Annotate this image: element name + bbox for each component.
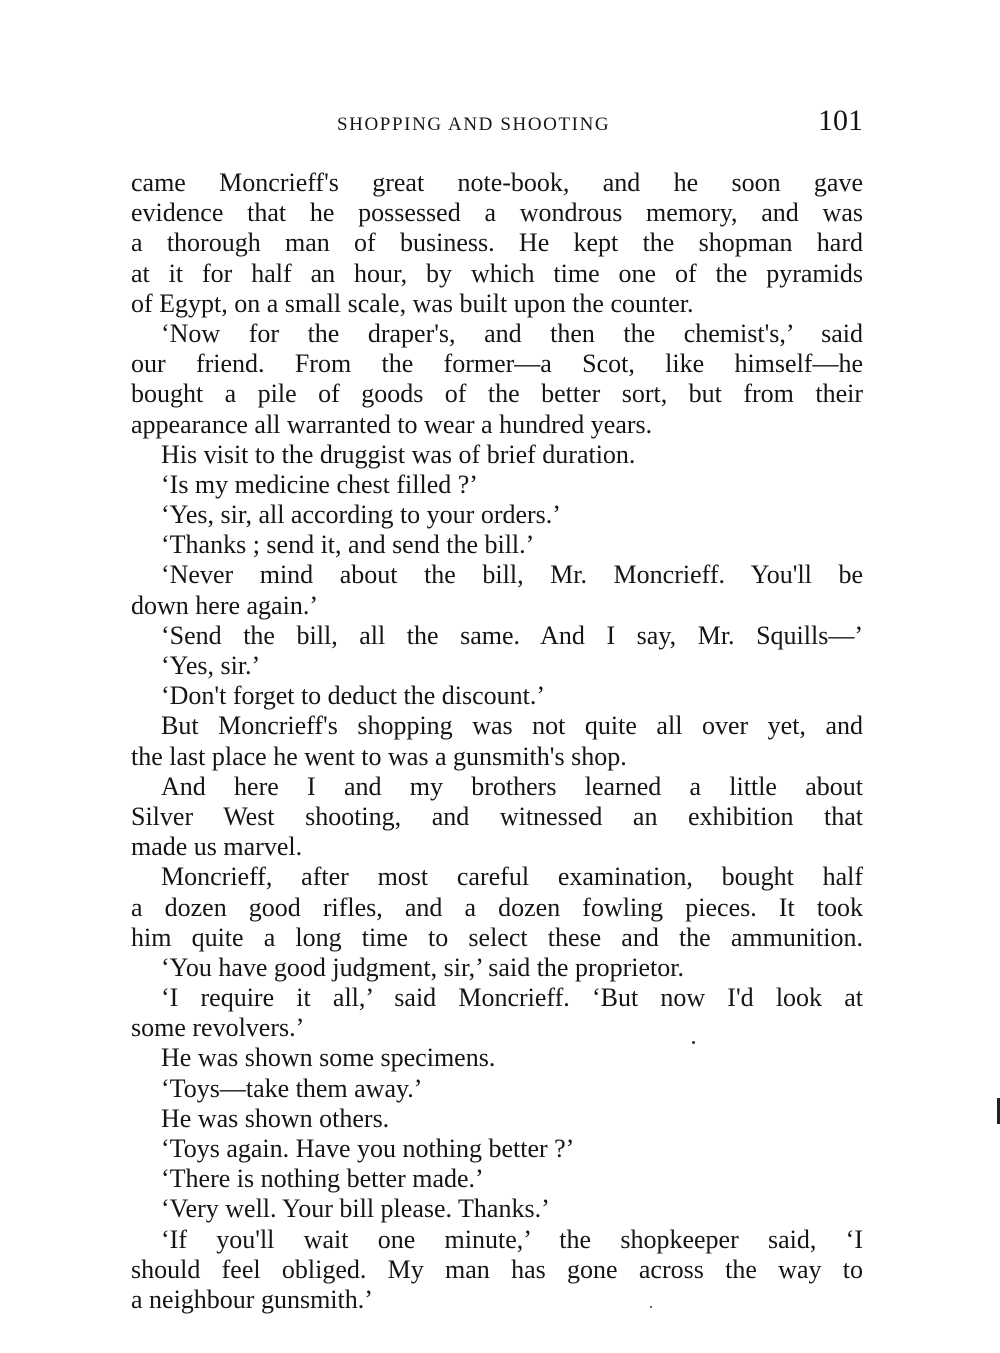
text-line: made us marvel. [131, 832, 303, 862]
text-line: But Moncrieff's shopping was not quite all over yet, and [161, 711, 863, 741]
running-title: SHOPPING AND SHOOTING [337, 114, 611, 135]
text-line: ‘Toys—take them away.’ [161, 1073, 423, 1103]
text-line: Silver West shooting, and witnessed an exhibition that [131, 801, 863, 831]
text-line: He was shown others. [161, 1103, 390, 1133]
page-number: 101 [818, 104, 863, 137]
text-line: ‘Is my medicine chest filled ?’ [161, 469, 478, 499]
text-line: ‘I require it all,’ said Moncrieff. ‘But now I'd look at [161, 983, 863, 1013]
text-line: And here I and my brothers learned a little about [161, 771, 863, 801]
text-line: ‘There is nothing better made.’ [161, 1164, 484, 1194]
text-line: ‘You have good judgment, sir,’ said the proprietor. [161, 952, 684, 982]
text-line: He was shown some specimens. [161, 1043, 496, 1073]
text-line: of Egypt, on a small scale, was built upon the counter. [131, 288, 694, 318]
text-line: him quite a long time to select these and the ammunition. [131, 922, 863, 952]
text-line: ‘Toys again. Have you nothing better ?’ [161, 1134, 575, 1163]
text-line: our friend. From the former—a Scot, like himself—he [131, 349, 863, 379]
text-line: His visit to the druggist was of brief duration. [161, 439, 636, 469]
text-line: at it for half an hour, by which time one of the pyramids [131, 258, 863, 288]
text-line: ‘Thanks ; send it, and send the bill.’ [161, 530, 535, 560]
text-line: should feel obliged. My man has gone across the way to [131, 1254, 863, 1284]
ink-speck [650, 1306, 652, 1308]
text-line: came Moncrieff's great note-book, and he soon gave [131, 168, 863, 197]
text-line: ‘Yes, sir, all according to your orders.’ [161, 500, 561, 530]
body-text [131, 168, 863, 1315]
text-line: ‘Don't forget to deduct the discount.’ [161, 681, 546, 711]
text-line: down here again.’ [131, 590, 318, 620]
text-line: Moncrieff, after most careful examination, bought half [161, 862, 863, 892]
text-line: ‘Now for the draper's, and then the chemist's,’ said [161, 318, 863, 348]
text-line: ‘Yes, sir.’ [161, 651, 261, 680]
running-head [131, 104, 863, 144]
text-line: a neighbour gunsmith.’ [131, 1284, 373, 1314]
text-line: appearance all warranted to wear a hundred years. [131, 409, 653, 439]
ink-speck [692, 1041, 695, 1044]
text-line: ‘Send the bill, all the same. And I say, Mr. Squills—’ [161, 620, 863, 650]
text-line: a dozen good rifles, and a dozen fowling pieces. It took [131, 892, 863, 922]
text-line: some revolvers.’ [131, 1013, 305, 1043]
text-line: ‘Very well. Your bill please. Thanks.’ [161, 1194, 550, 1224]
text-line: ‘Never mind about the bill, Mr. Moncrieff. You'll be [161, 560, 863, 590]
text-line: bought a pile of goods of the better sort, but from their [131, 379, 863, 409]
text-line: evidence that he possessed a wondrous memory, and was [131, 198, 863, 228]
text-line: the last place he went to was a gunsmith's shop. [131, 741, 627, 771]
text-line: a thorough man of business. He kept the shopman hard [131, 228, 863, 258]
text-line: ‘If you'll wait one minute,’ the shopkeeper said, ‘I [161, 1224, 863, 1254]
